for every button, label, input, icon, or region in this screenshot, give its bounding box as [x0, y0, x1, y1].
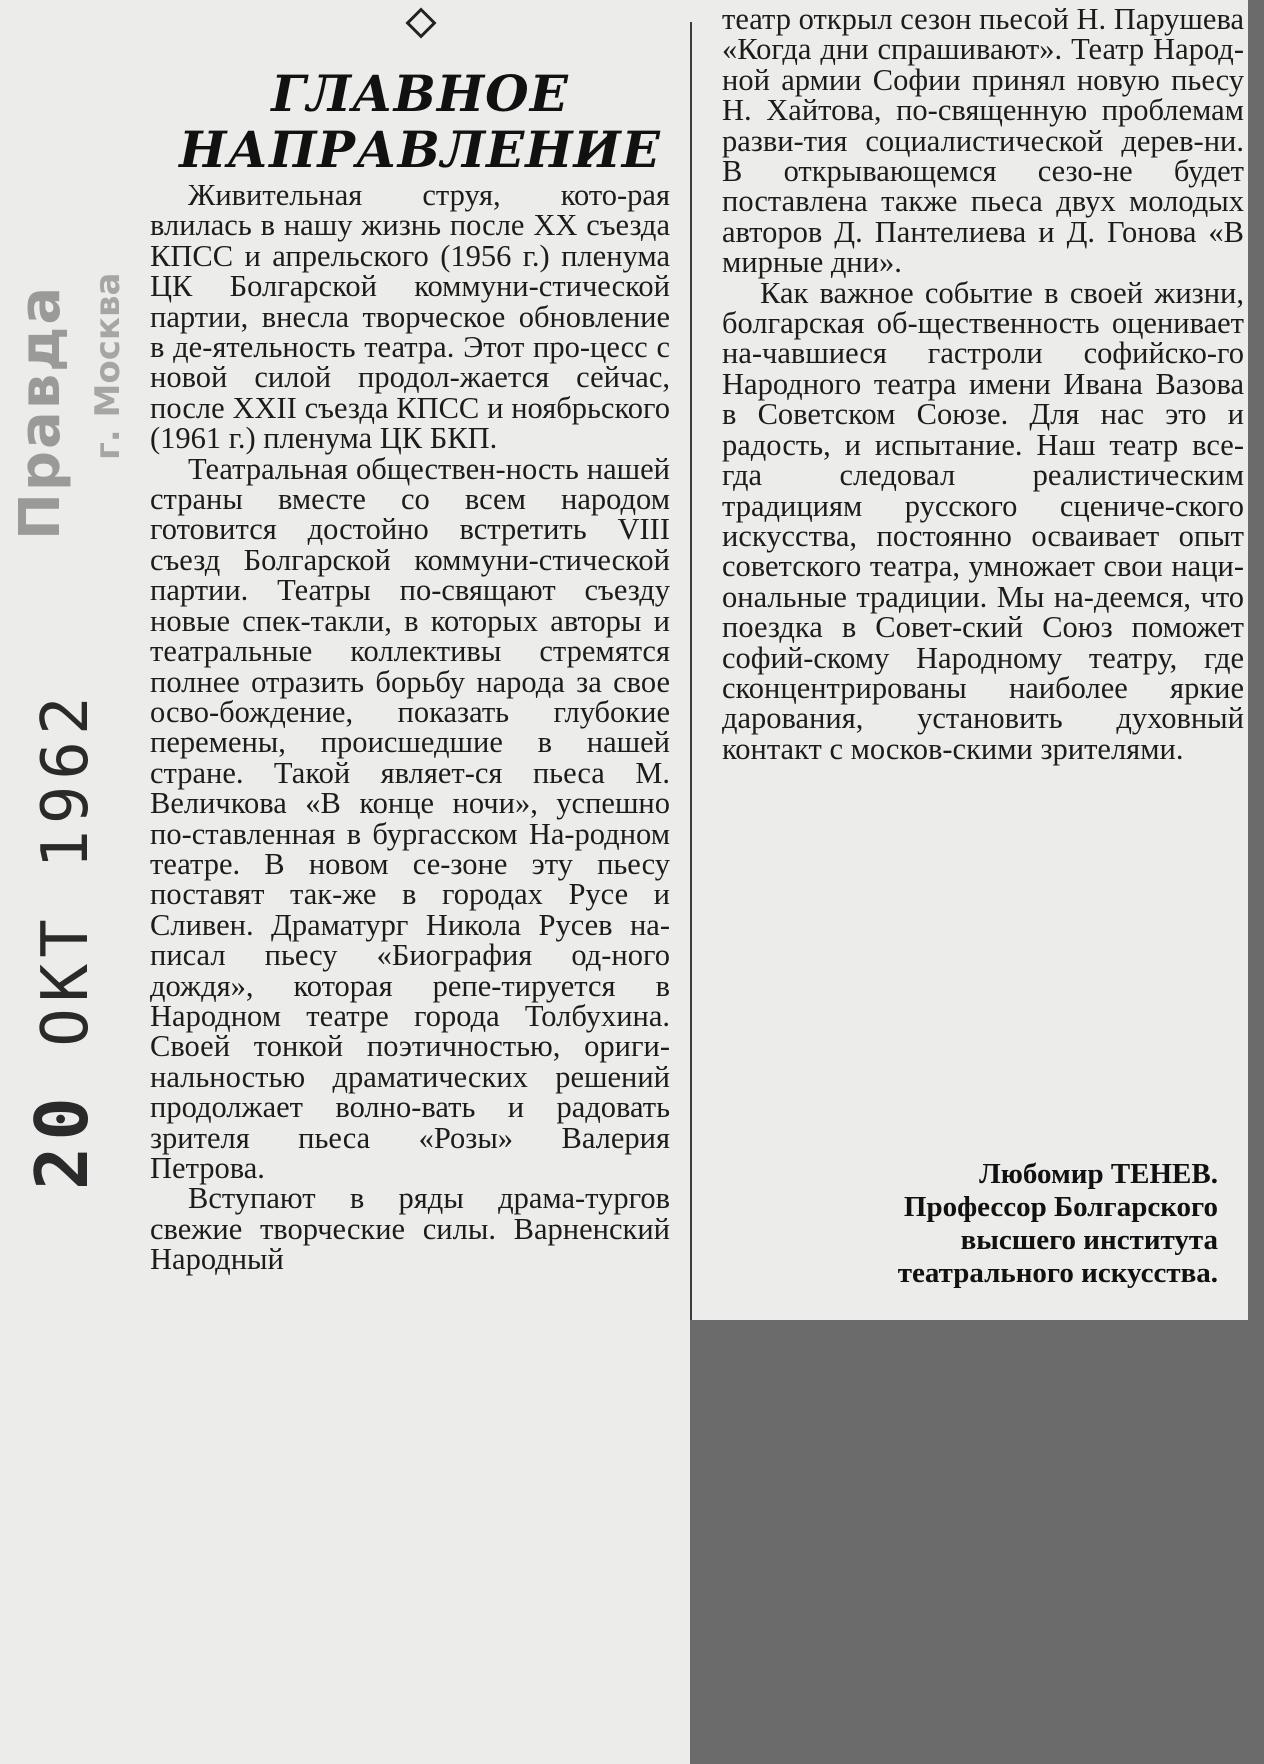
paragraph: Театральная обществен-ность нашей страны вместе со всем народом готовится достойно встретить VIII съезд Болгарской коммуни-стической партии. Театры по-свящают съезду новые спек-такли, в которых авторы и театральные коллективы стремятся полнее отразить борьбу народа за свое осво-бождение, показать глубокие перемены, происшедшие в нашей стране. Такой являет-ся пьеса М. Величкова «В конце ночи», успешно по-ставленная в бургасском На-родном театре. В новом се-зоне эту пьесу поставят так-же в городах Русе и Сливен. Драматург Никола Русев на-писал пьесу «Биография од-ного дождя», которая репе-тируется в Народном театре города Толбухина. Своей тонкой поэтичностью, ориги-нальностью драматических решений продолжает волно-вать и радовать зрителя пьеса «Розы» Валерия Петрова. [150, 451, 670, 1185]
right-text-column [722, 4, 1244, 764]
diamond-ornament-icon [405, 7, 436, 38]
author-signature [698, 1158, 1218, 1290]
date-stamp [20, 691, 104, 1190]
column-divider [690, 22, 692, 1322]
paragraph: Живительная струя, кото-рая влилась в нашу жизнь после XX съезда КПСС и апрельского (1956 г.) пленума ЦК Болгарской коммуни-стической партии, внесла творческое обновление в де-ятельность театра. Этот про-цесс с новой силой продол-жается сейчас, после XXII съезда КПСС и ноябрьского (1961 г.) пленума ЦК БКП. [150, 178, 670, 456]
left-text-column [150, 180, 670, 1275]
date-stamp-day: 20 [20, 1091, 104, 1190]
background-area [690, 1320, 1264, 1764]
publisher-stamp: Правда [8, 284, 73, 540]
author-title-line: высшего института [960, 1224, 1218, 1256]
date-stamp-month-year: ОКТ 1962 [29, 690, 103, 1047]
author-title-line: театрального искусства. [897, 1257, 1218, 1289]
paragraph: театр открыл сезон пьесой Н. Парушева «Когда дни спрашивают». Театр Народ-ной армии Софии принял новую пьесу Н. Хайтова, по-священную проблемам разви-тия социалистической дерев-ни. В открывающемся сезо-не будет поставлена также пьеса двух молодых авторов Д. Пантелиева и Д. Гонова «В мирные дни». [722, 2, 1244, 280]
paragraph: Вступают в ряды драма-тургов свежие творческие силы. Варненский Народный [150, 1181, 670, 1277]
headline-line-2: НАПРАВЛЕНИЕ [179, 120, 661, 179]
paragraph: Как важное событие в своей жизни, болгарская об-щественность оценивает на-чавшиеся гастроли софийско-го Народного театра имени Ивана Вазова в Советском Союзе. Для нас это и радость, и испытание. Наш театр все-гда следовал реалистическим традициям русского сцениче-ского искусства, постоянно осваивает опыт советского театра, умножает свои нaци-ональные традиции. Мы на-деемся, что поездка в Совет-ский Союз поможет софий-скому Народному театру, где сконцентрированы наиболее яркие дарования, установить духовный контакт с москов-скими зрителями. [722, 275, 1244, 766]
headline-line-1: ГЛАВНОЕ [271, 64, 569, 123]
author-name: Любомир ТЕНЕВ. [979, 1158, 1218, 1190]
city-stamp: г. Москва [88, 272, 128, 460]
author-title-line: Профессор Болгарского [903, 1191, 1218, 1223]
article-headline [170, 66, 670, 178]
